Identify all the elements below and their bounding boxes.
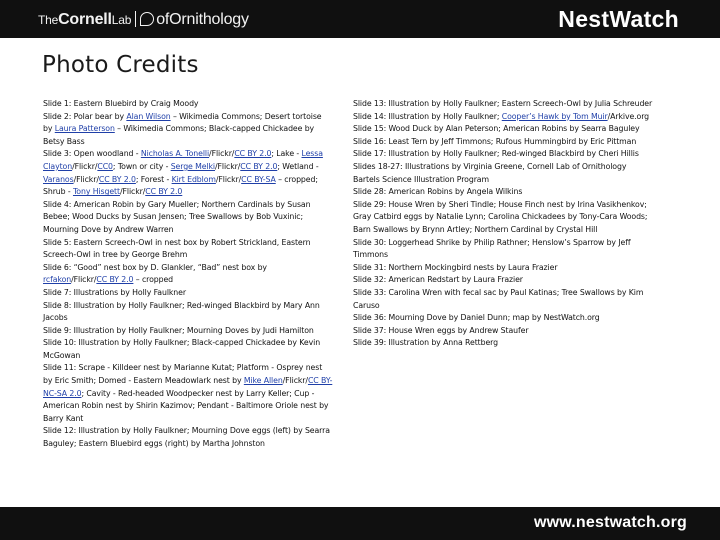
credit-text: Eastern Bluebird by Craig Moody: [71, 99, 199, 108]
credit-entry: [353, 199, 653, 237]
credit-entry: [43, 362, 333, 425]
slide-label: Slide 9:: [43, 325, 72, 335]
slide-label: Slide 8:: [43, 300, 72, 310]
slide-label: Slide 10:: [43, 338, 77, 348]
credit-entry: [43, 148, 333, 198]
credit-text: /Flickr/: [72, 161, 98, 171]
credit-link[interactable]: Mike Allen: [243, 376, 283, 386]
credit-text: Illustration by Holly Faulkner; Red-winged Blackbird by Mary Ann Jacobs: [43, 300, 320, 323]
credit-entry: [43, 199, 333, 237]
slide-label: Slide 6:: [43, 262, 72, 272]
credit-link[interactable]: Varanos: [43, 174, 74, 184]
credit-entry: [353, 337, 653, 350]
credit-text: /Flickr/: [209, 149, 235, 159]
credit-text: Eastern Screech-Owl in nest box by Robert Strickland, Eastern Screech-Owl in tree by George Brehm: [43, 237, 311, 260]
credit-text: Carolina Wren with fecal sac by Paul Katinas; Tree Swallows by Kim Caruso: [353, 287, 644, 310]
cornell-lab-logo[interactable]: [38, 11, 249, 29]
credit-text: Scrape - Killdeer nest by Marianne Kutat; Platform - Osprey nest by Eric Smith; Domed - Eastern Meadowlark nest by: [43, 363, 323, 386]
credit-text: ; Wetland -: [277, 161, 319, 171]
credit-text: – cropped: [133, 275, 173, 285]
credit-text: /Flickr/: [73, 174, 99, 184]
slide-label: Slide 13:: [353, 99, 387, 108]
slide-label: Slide 39:: [353, 338, 387, 348]
credit-text: /Flickr/: [215, 161, 241, 171]
credit-text: Illustrations by Holly Faulkner: [71, 287, 186, 297]
credit-text: Illustration by Holly Faulkner; Red-winged Blackbird by Cheri Hillis: [386, 149, 639, 159]
credit-text: Illustration by Holly Faulkner; Black-capped Chickadee by Kevin McGowan: [43, 338, 321, 360]
slide-label: Slide 1:: [43, 99, 72, 108]
credit-entry: [353, 136, 653, 149]
footer-bar: [0, 507, 720, 540]
nestwatch-logo[interactable]: NestWatch: [558, 6, 679, 32]
credit-entry: [43, 287, 333, 300]
credit-text: ; Cavity - Red-headed Woodpecker nest by Larry Keller; Cup - American Robin nest by Shirin Kazimov; Pendant - Baltimore Oriole nest by Barry Kant: [43, 388, 329, 423]
slide-label: Slide 11:: [43, 363, 77, 373]
credit-text: – Wikimedia Commons; Desert tortoise by: [43, 111, 322, 134]
credit-link[interactable]: CC0: [97, 161, 113, 171]
slide-label: Slide 37:: [353, 325, 387, 335]
credit-entry: [353, 111, 653, 124]
credit-entry: [353, 98, 653, 111]
header-bar: [0, 0, 720, 38]
slide-label: Slide 7:: [43, 287, 72, 297]
credit-entry: [353, 312, 653, 325]
logo-divider: [135, 11, 136, 27]
credit-entry: [353, 123, 653, 136]
slide-label: Slide 17:: [353, 149, 387, 159]
credit-entry: [353, 186, 653, 199]
credit-text: American Robins by Angela Wilkins: [386, 187, 523, 197]
credit-text: “Good” nest box by D. Glankler, “Bad” nest box by: [71, 262, 267, 272]
credit-text: Illustration by Anna Rettberg: [386, 338, 498, 348]
credit-text: Illustration by Holly Faulkner; Mourning Dove eggs (left) by Searra Baguley; Eastern Bluebird eggs (right) by Martha Johnston: [43, 426, 330, 449]
slide-label: Slide 2:: [43, 111, 72, 121]
credit-text: Loggerhead Shrike by Philip Rathner; Henslow’s Sparrow by Jeff Timmons: [353, 237, 631, 260]
credit-text: Illustration by Holly Faulkner; Mourning Doves by Judi Hamilton: [71, 325, 314, 335]
slide-label: Slide 30:: [353, 237, 387, 247]
credit-entry: [353, 262, 653, 275]
credit-text: ; Lake -: [271, 149, 302, 159]
slide-label: Slide 33:: [353, 287, 387, 297]
logo-cornell: Cornell: [58, 11, 112, 28]
credit-text: ; Forest -: [135, 174, 172, 184]
credit-link[interactable]: Alan Wilson: [126, 111, 171, 121]
credit-entry: [353, 274, 653, 287]
credit-link[interactable]: Cooper’s Hawk by Tom Muir: [501, 111, 608, 121]
slide-label: Slide 16:: [353, 136, 387, 146]
credit-link[interactable]: Nicholas A. Tonelli: [140, 149, 210, 159]
credit-link[interactable]: CC BY-NC-SA 2.0: [43, 376, 333, 398]
logo-lab: Lab: [111, 13, 132, 27]
credit-link[interactable]: Lessa Clayton: [43, 149, 323, 171]
credit-link[interactable]: CC BY 2.0: [98, 174, 136, 184]
slide-label: Slide 29:: [353, 199, 387, 209]
credit-text: Mourning Dove by Daniel Dunn; map by NestWatch.org: [386, 313, 600, 323]
slide-label: Slide 4:: [43, 199, 72, 209]
credit-entry: [353, 325, 653, 338]
credit-entry: [43, 111, 333, 149]
credit-text: /Flickr/: [71, 275, 97, 285]
logo-the: The: [38, 13, 59, 27]
slide-label: Slide 32:: [353, 275, 387, 285]
slide-label: Slide 31:: [353, 262, 387, 272]
credit-entry: [43, 237, 333, 262]
credit-entry: [43, 425, 333, 450]
credit-text: /Flickr/: [119, 187, 146, 197]
credit-link[interactable]: Tony Hisgett: [72, 187, 120, 197]
credit-link[interactable]: Laura Patterson: [54, 124, 115, 134]
slide-label: Slide 12:: [43, 426, 77, 436]
credit-link[interactable]: Kirt Edblom: [171, 174, 216, 184]
credit-link[interactable]: Serge Melki: [170, 161, 215, 171]
credit-link[interactable]: CC BY 2.0: [145, 187, 183, 197]
credit-text: Wood Duck by Alan Peterson; American Robins by Searra Baguley: [386, 124, 640, 134]
credit-text: – cropped; Shrub -: [43, 174, 318, 197]
credit-text: Polar bear by: [71, 111, 127, 121]
credits-right-column: [353, 98, 653, 350]
slide-label: Slide 3:: [43, 149, 72, 159]
credit-text: ; Town or city -: [112, 161, 171, 171]
credit-link[interactable]: CC BY 2.0: [234, 149, 272, 159]
credit-entry: [43, 325, 333, 338]
credit-text: House Wren by Sheri Tindle; House Finch nest by Irina Vasikhenkov; Gray Catbird eggs by Natalie Lynn; Carolina Chickadees by Tony-Cara Woods; Barn Swallows by Brynn Artley; Northern Cardinal by Crystal Hill: [353, 199, 648, 234]
slide-label: Slide 5:: [43, 237, 72, 247]
credit-entry: [43, 262, 333, 287]
slide-label: Slide 28:: [353, 187, 387, 197]
credit-text: Illustrations by Virginia Greene, Cornell Lab of Ornithology Bartels Science Illustration Program: [353, 161, 627, 184]
credit-entry: [353, 287, 653, 312]
slide-label: Slide 36:: [353, 313, 387, 323]
credit-text: – Wikimedia Commons; Black-capped Chickadee by Betsy Bass: [43, 124, 315, 146]
credit-text: House Wren eggs by Andrew Staufer: [386, 325, 529, 335]
credit-text: American Robin by Gary Mueller; Northern Cardinals by Susan Bebee; Wood Ducks by Susan Jensen; Tree Swallows by Bob Vuxinic; Mourning Dove by Andrew Warren: [43, 199, 311, 234]
credit-text: Least Tern by Jeff Timmons; Rufous Hummingbird by Eric Pittman: [386, 136, 637, 146]
credit-link[interactable]: rcfakon: [43, 275, 72, 285]
credits-left-column: [43, 98, 333, 451]
bird-icon: [140, 12, 154, 26]
credit-text: Illustration by Holly Faulkner;: [386, 111, 502, 121]
credit-text: /Flickr/: [282, 376, 308, 386]
logo-ornithology: Ornithology: [169, 11, 249, 28]
credit-entry: [353, 237, 653, 262]
slide-label: Slides 18-27:: [353, 161, 403, 171]
credit-entry: [353, 161, 653, 186]
credit-link[interactable]: CC BY-SA: [241, 174, 276, 184]
page-title: Photo Credits: [42, 52, 199, 78]
credit-link[interactable]: CC BY 2.0: [240, 161, 278, 171]
credit-text: /Flickr/: [215, 174, 242, 184]
slide-label: Slide 14:: [353, 111, 387, 121]
credit-text: American Redstart by Laura Frazier: [386, 275, 523, 285]
credit-text: Illustration by Holly Faulkner; Eastern Screech-Owl by Julia Schreuder: [386, 99, 653, 108]
credit-entry: [43, 98, 333, 111]
credit-text: /Arkive.org: [607, 111, 650, 121]
logo-of: of: [156, 11, 170, 28]
credit-link[interactable]: CC BY 2.0: [96, 275, 134, 285]
credit-entry: [353, 148, 653, 161]
credit-text: Open woodland -: [71, 149, 141, 159]
credit-entry: [43, 337, 333, 362]
credit-entry: [43, 300, 333, 325]
credit-text: Northern Mockingbird nests by Laura Frazier: [386, 262, 558, 272]
slide-label: Slide 15:: [353, 124, 387, 134]
site-url-link[interactable]: www.nestwatch.org: [533, 514, 687, 531]
